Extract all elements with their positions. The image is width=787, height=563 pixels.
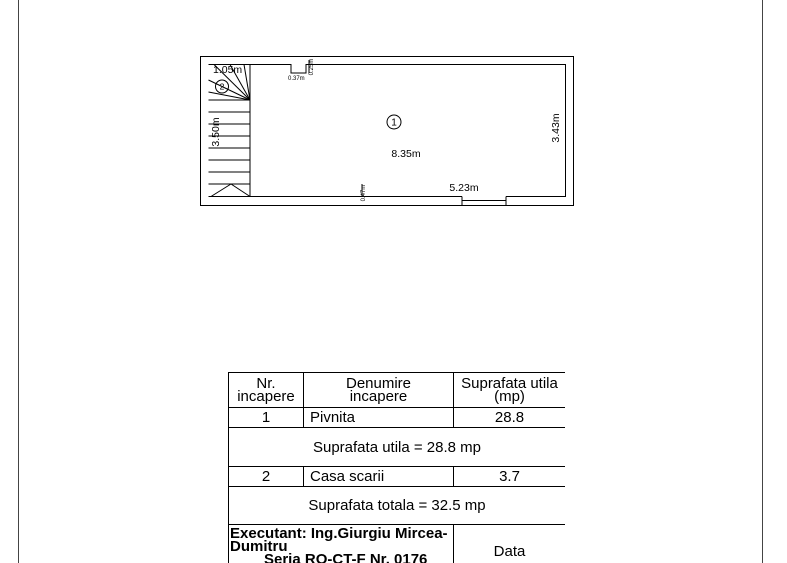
dim-total-length: 8.35m [391,148,421,160]
surface-table [228,372,565,563]
row-1-name: Pivnita [304,408,454,428]
footer-row [229,525,566,563]
window-opening [462,197,506,206]
dim-right-height: 3.43m [550,113,562,143]
header-name-line2: incapere [349,388,408,405]
dim-segment-length: 5.23m [449,182,479,194]
header-nr-line1: Nr. [256,375,276,392]
executant-line1: Executant: Ing.Giurgiu Mircea-Dumitru [230,525,448,555]
table-header-row [229,373,566,408]
room-2-label: 2 [219,81,225,92]
executant-line2: Seria RO-CT-F Nr. 0176 [264,551,428,563]
row-2-nr: 2 [229,467,304,487]
total-row [229,487,566,525]
header-nr [229,373,304,408]
row-2-name: Casa scarii [304,467,454,487]
subtotal-row [229,428,566,467]
header-name-line1: Denumire [345,375,412,392]
dim-niche-width: 0.37m [288,76,305,82]
subtotal-text: Suprafata utila = 28.8 mp [229,428,566,467]
header-nr-line2: incapere [237,388,295,405]
header-name [304,373,454,408]
dim-stair-width: 1.05m [213,64,243,76]
outer-wall [201,57,574,206]
header-area-line2: (mp) [494,388,525,405]
executant-cell [229,525,454,563]
table-row [229,408,566,428]
date-label: Data [454,525,566,563]
row-2-area: 3.7 [454,467,566,487]
header-area [454,373,566,408]
row-1-area: 28.8 [454,408,566,428]
total-text: Suprafata totala = 32.5 mp [229,487,566,525]
dim-left-height: 3.50m [210,117,222,147]
inner-wall [209,65,566,197]
room-1-label: 1 [391,117,397,129]
dim-bottom-offset: 0.47m [361,184,367,202]
dim-niche-depth: 0.25m [309,58,315,76]
header-area-line1: Suprafata utila [461,375,558,392]
row-1-nr: 1 [229,408,304,428]
table-row [229,467,566,487]
